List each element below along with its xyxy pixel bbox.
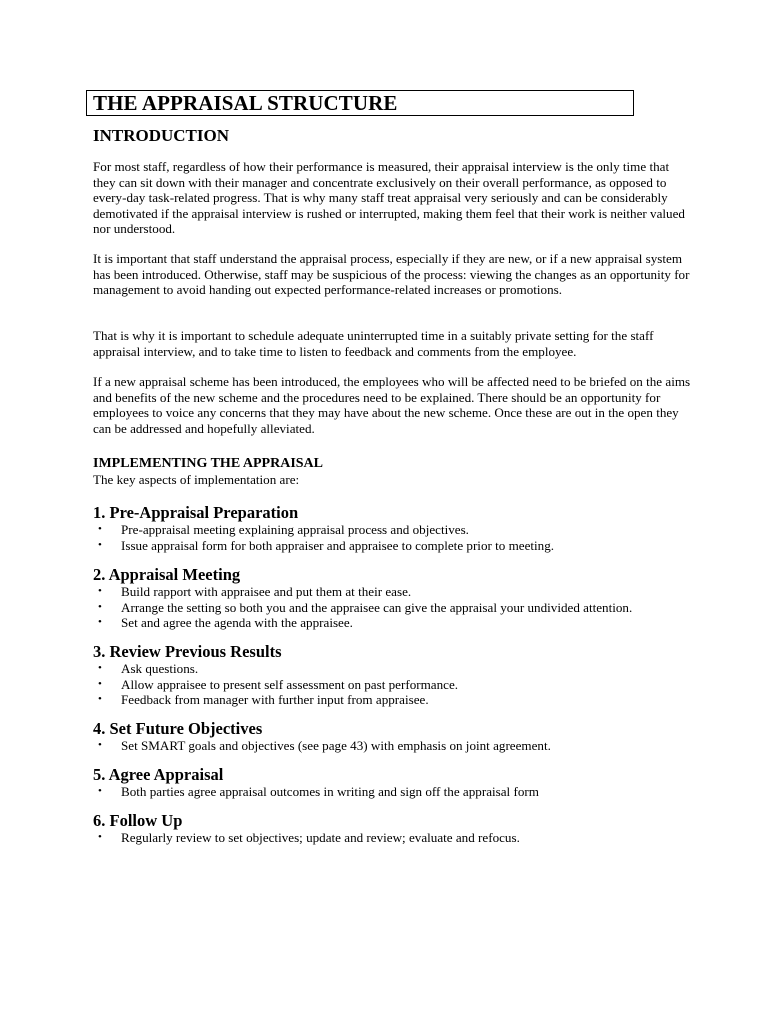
intro-paragraph-3: That is why it is important to schedule adequate uninterrupted time in a suitably private setting for the staff appraisal interview, and to take time to listen to feedback and comments from the employee.: [93, 328, 654, 359]
bullet-icon: •: [98, 585, 102, 597]
bullet-icon: •: [98, 523, 102, 535]
section-heading: 3. Review Previous Results: [93, 642, 282, 661]
bullet-icon: •: [98, 739, 102, 751]
intro-paragraph-2: It is important that staff understand the appraisal process, especially if they are new, or if a new appraisal system has been introduced. Otherwise, staff may be suspicious of the process: viewing the changes as an opportunity for management to avoid handing out expected performance-related increases or promotions.: [93, 251, 690, 297]
list-item-text: Pre-appraisal meeting explaining appraisal process and objectives.: [121, 522, 469, 537]
list-item-text: Regularly review to set objectives; update and review; evaluate and refocus.: [121, 830, 520, 845]
list-item-text: Issue appraisal form for both appraiser and appraisee to complete prior to meeting.: [121, 537, 555, 553]
introduction-heading: INTRODUCTION: [93, 126, 230, 145]
list-item-text: Build rapport with appraisee and put them at their ease.: [121, 584, 412, 599]
list-item: [93, 615, 713, 631]
list-item: [93, 522, 713, 538]
bullet-icon: •: [98, 616, 102, 628]
section-heading: 6. Follow Up: [93, 811, 183, 830]
list-item: [93, 738, 713, 754]
list-item: [93, 677, 713, 693]
list-item-text: Feedback from manager with further input from appraisee.: [121, 692, 429, 707]
section-future-objectives: [93, 720, 713, 754]
bullet-icon: •: [98, 677, 102, 690]
section-heading: 5. Agree Appraisal: [93, 765, 224, 784]
bullet-icon: •: [98, 600, 102, 613]
bullet-list: [93, 784, 713, 800]
list-item: [93, 830, 713, 846]
bullet-icon: •: [98, 831, 102, 843]
bullet-icon: •: [98, 538, 102, 551]
implementing-subtext: The key aspects of implementation are:: [93, 472, 300, 487]
list-item: [93, 661, 713, 677]
list-item: [93, 538, 713, 554]
bullet-icon: •: [98, 693, 102, 705]
bullet-icon: •: [98, 785, 102, 797]
title-box: [86, 90, 634, 116]
section-heading: 1. Pre-Appraisal Preparation: [93, 503, 299, 522]
bullet-list: [93, 738, 713, 754]
bullet-list: [93, 584, 713, 631]
section-heading: 2. Appraisal Meeting: [93, 565, 241, 584]
section-pre-appraisal: [93, 504, 713, 553]
section-review-results: [93, 643, 713, 708]
implementing-heading: IMPLEMENTING THE APPRAISAL: [93, 456, 323, 471]
list-item: [93, 600, 713, 616]
intro-paragraph-1: For most staff, regardless of how their performance is measured, their appraisal interview is the only time that they can sit down with their manager and concentrate exclusively on their overall performance, as opposed to every-day task-related progress. That is why many staff treat appraisal very seriously and can be considerably demotivated if the appraisal interview is rushed or interrupted, making them feel that their work is neither valued nor understood.: [93, 159, 685, 236]
list-item: [93, 692, 713, 708]
list-item-text: Set and agree the agenda with the appraisee.: [121, 615, 353, 630]
list-item: [93, 784, 713, 800]
bullet-list: [93, 830, 713, 846]
list-item-text: Allow appraisee to present self assessment on past performance.: [121, 676, 459, 692]
list-item-text: Both parties agree appraisal outcomes in writing and sign off the appraisal form: [121, 784, 539, 799]
list-item-text: Arrange the setting so both you and the appraisee can give the appraisal your undivided attention.: [121, 599, 633, 615]
intro-paragraph-4: If a new appraisal scheme has been introduced, the employees who will be affected need to be briefed on the aims and benefits of the new scheme and the procedures need to be explained. There should be an opportunity for employees to voice any concerns that they may have about the new scheme. Once these are out in the open they can be addressed and hopefully alleviated.: [93, 374, 691, 436]
section-heading: 4. Set Future Objectives: [93, 719, 263, 738]
list-item-text: Set SMART goals and objectives (see page 43) with emphasis on joint agreement.: [121, 738, 551, 753]
bullet-list: [93, 522, 713, 553]
section-follow-up: [93, 812, 713, 846]
bullet-list: [93, 661, 713, 708]
section-appraisal-meeting: [93, 566, 713, 631]
section-agree-appraisal: [93, 766, 713, 800]
bullet-icon: •: [98, 662, 102, 674]
list-item: [93, 584, 713, 600]
document-title: THE APPRAISAL STRUCTURE: [93, 91, 398, 115]
list-item-text: Ask questions.: [121, 661, 199, 676]
